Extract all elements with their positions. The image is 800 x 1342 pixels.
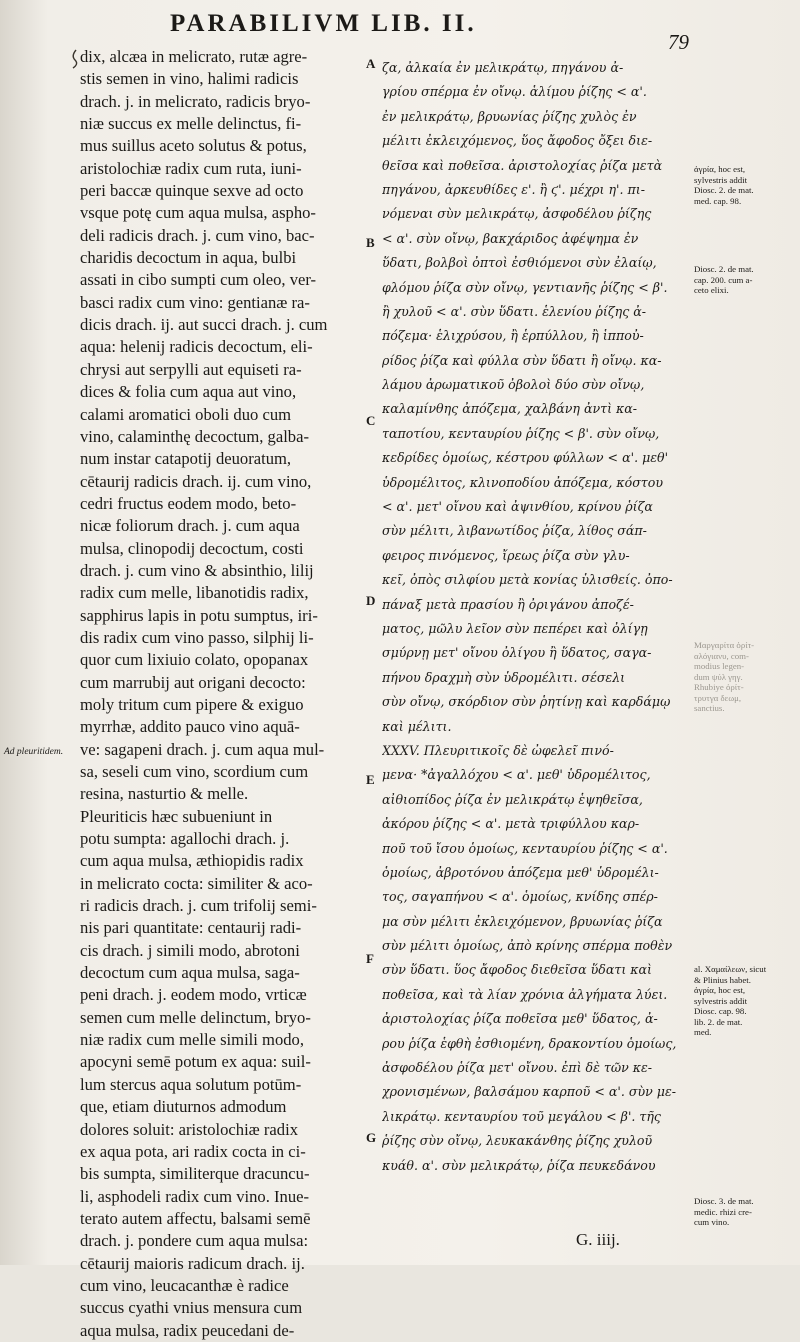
- greek-text-line: ὕδατι, βολβοὶ ὀπτοὶ ἐσθιόμενοι σὺν ἐλαίῳ,: [382, 255, 657, 271]
- right-marginal-note: [694, 640, 798, 714]
- latin-text-line: ve: sagapeni drach. j. cum aqua mul-: [80, 739, 325, 759]
- latin-text-line: deli radicis drach. j. cum vino, bac-: [80, 225, 315, 245]
- latin-text-line: que, etiam diuturnos admodum: [80, 1097, 287, 1117]
- latin-text-line: in melicrato cocta: similiter & aco-: [80, 873, 313, 893]
- marginal-note-line: & Plinius habet.: [694, 974, 751, 985]
- latin-text-line: ri radicis drach. j. cum trifolij semi-: [80, 896, 317, 916]
- latin-column: [80, 46, 365, 1342]
- latin-text-line: cētaurij radicis drach. ij. cum vino,: [80, 471, 312, 491]
- greek-text-line: ποθεῖσα, καὶ τὰ λίαν χρόνια ἀλγήματα λύει.: [382, 986, 668, 1002]
- greek-text-line: μέλιτι ἐκλειχόμενος, ὕος ἄφοδος ὄξει διε-: [382, 133, 653, 149]
- latin-text-line: resina, nasturtio & melle.: [80, 784, 249, 804]
- marginal-note-line: Diosc. cap. 98.: [694, 1006, 747, 1016]
- latin-text-line: cis drach. j simili modo, abrotoni: [80, 940, 300, 960]
- latin-text-line: cum vino, leucacanthæ è radice: [80, 1275, 289, 1295]
- greek-text-line: χρονισμένων, βαλσάμου καρποῦ < α'. σὺν με-: [382, 1084, 676, 1100]
- greek-text-line: ἢ χυλοῦ < α'. σὺν ὕδατι. ἑλενίου ῥίζης ἀ-: [382, 303, 647, 319]
- latin-text-line: cedri fructus eodem modo, beto-: [80, 493, 297, 513]
- marginal-note-line: sanctius.: [694, 703, 725, 713]
- running-title: PARABILIVM LIB. II.: [170, 10, 477, 37]
- greek-text-line: ῥίζης σὺν οἴνῳ, λευκακάνθης ῥίζης χυλοῦ: [382, 1133, 653, 1149]
- latin-text-line: dices & folia cum aqua aut vino,: [80, 382, 297, 402]
- greek-text-line: γρίου σπέρμα ἐν οἴνῳ. ἁλίμου ῥίζης < α'.: [382, 84, 647, 100]
- marginal-note-line: ἀγρία, hoc est,: [694, 985, 746, 995]
- marginal-note-line: al. Χαμαίλεων, sicut: [694, 964, 767, 974]
- greek-text-line: πάναξ μετὰ πρασίου ἢ ὀριγάνου ἀποζέ-: [382, 596, 634, 612]
- latin-text-line: peri baccæ quinque sexve ad octo: [80, 181, 304, 201]
- latin-text-line: dix, alcæa in melicrato, rutæ agre-: [80, 47, 308, 66]
- latin-text-line: cum marrubij aut origani decocto:: [80, 672, 306, 692]
- margin-letter-g: G: [366, 1130, 377, 1145]
- margin-letter-d: D: [366, 593, 376, 608]
- marginal-note-line: cum vino.: [694, 1217, 730, 1227]
- greek-text-line: φειρος πινόμενος, ἴρεως ῥίζα σὺν γλυ-: [382, 547, 630, 563]
- latin-text-line: assati in cibo sumpti cum oleo, ver-: [80, 270, 317, 290]
- latin-text-line: terato autem affectu, balsami semē: [80, 1208, 311, 1228]
- right-marginal-note: [694, 264, 798, 296]
- latin-text-line: drach. j. pondere cum aqua mulsa:: [80, 1231, 309, 1251]
- latin-text-line: dis radix cum vino passo, silphij li-: [80, 627, 314, 647]
- greek-text-line: σμύρνῃ μετ' οἴνου ὀλίγου ἢ ὕδατος, σαγα-: [382, 645, 652, 661]
- latin-text-line: dolores soluit: aristolochiæ radix: [80, 1119, 298, 1139]
- latin-text-line: aristolochiæ radix cum ruta, iuni-: [80, 158, 302, 178]
- signature-mark: G. iiij.: [576, 1230, 620, 1249]
- greek-text-line: σὺν μέλιτι, λιβανωτίδος ῥίζα, λίθος σάπ-: [382, 523, 647, 539]
- latin-text-line: vsque potę cum aqua mulsa, aspho-: [80, 203, 316, 223]
- greek-text-line: μα σὺν μέλιτι ἐκλειχόμενον, βρυωνίας ῥίζα: [382, 913, 663, 929]
- greek-text-line: καλαμίνθης ἀπόζεμα, χαλβάνη ἀντὶ κα-: [382, 401, 638, 417]
- greek-column: [382, 56, 687, 1178]
- greek-text-line: ἀσφοδέλου ῥίζα μετ' οἴνου. ἐπὶ δὲ τῶν κε-: [382, 1060, 653, 1076]
- latin-text-line: niæ succus ex melle delinctus, fi-: [80, 114, 302, 134]
- margin-letter-c: C: [366, 413, 376, 428]
- greek-text-line: πόζεμα· ἑλιχρύσου, ἢ ἑρπύλλου, ἢ ἱπποὐ-: [382, 328, 644, 344]
- greek-text-line: ἀκόρου ῥίζης < α'. μετὰ τριφύλλου καρ-: [382, 816, 640, 832]
- greek-text-line: μενα· *ἀγαλλόχου < α'. μεθ' ὑδρομέλιτος,: [382, 767, 651, 783]
- greek-text-line: ρου ῥίζα ἑφθὴ ἐσθιομένη, δρακοντίου ὁμοίως,: [382, 1035, 677, 1051]
- marginal-note-line: dum ψύλ γηγ.: [694, 671, 743, 682]
- latin-text-line: potu sumpta: agallochi drach. j.: [80, 829, 290, 849]
- latin-text-line: basci radix cum vino: gentianæ ra-: [80, 292, 310, 312]
- right-marginal-note: [694, 164, 798, 206]
- greek-text-line: σὺν μέλιτι ὁμοίως, ἀπὸ κρίνης σπέρμα ποθὲν: [382, 938, 673, 954]
- drop-ornament: [70, 48, 80, 70]
- latin-text-line: niæ radix cum melle simili modo,: [80, 1030, 304, 1050]
- latin-text-line: quor cum lixiuio colato, opopanax: [80, 650, 309, 670]
- latin-text-line: sa, seseli cum vino, scordium cum: [80, 762, 309, 781]
- greek-text-line: ρίδος ῥίζα καὶ φύλλα σὺν ὕδατι ἢ οἴνῳ. κα-: [382, 352, 662, 368]
- marginal-note-line: cap. 200. cum a-: [694, 274, 753, 285]
- marginal-note-line: sylvestris addit: [694, 995, 748, 1006]
- latin-text-line: ex aqua pota, ari radix cocta in ci-: [80, 1141, 306, 1161]
- marginal-note-line: τρυτγα δεωμ,: [694, 692, 742, 703]
- latin-text-line: calami aromatici oboli duo cum: [80, 404, 292, 424]
- marginal-note-line: Diosc. 2. de mat.: [694, 185, 754, 195]
- greek-text-line: λικράτῳ. κενταυρίου τοῦ μεγάλου < β'. τῆς: [382, 1108, 661, 1124]
- greek-text-line: νόμεναι σὺν μελικράτῳ, ἀσφοδέλου ῥίζης: [382, 206, 652, 222]
- greek-text-line: < α'. σὺν οἴνῳ, βακχάριδος ἀφέψημα ἐν: [382, 230, 639, 246]
- marginal-note-line: Diosc. 2. de mat.: [694, 264, 754, 274]
- marginal-note-line: med. cap. 98.: [694, 195, 742, 206]
- marginal-note-line: Diosc. 3. de mat.: [694, 1196, 754, 1206]
- right-marginal-note: [694, 1196, 798, 1228]
- latin-text-line: mus suillus aceto solutus & potus,: [80, 136, 307, 156]
- greek-text-line: σὺν ὕδατι. ὕος ἄφοδος διεθεῖσα ὕδατι καὶ: [382, 962, 652, 978]
- latin-text-line: radix cum melle, libanotidis radix,: [80, 583, 309, 603]
- latin-text-line: nicæ foliorum drach. j. cum aqua: [80, 516, 300, 536]
- latin-text-line: succus cyathi vnius mensura cum: [80, 1298, 303, 1318]
- latin-text-line: drach. j. cum vino & absinthio, lilij: [80, 560, 314, 580]
- greek-text-line: < α'. μετ' οἴνου καὶ ἀψινθίου, κρίνου ῥίζα: [382, 499, 653, 515]
- latin-text-line: num instar catapotij deuoratum,: [80, 449, 292, 469]
- greek-text-line: αἰθιοπίδος ῥίζα ἐν μελικράτῳ ἑψηθεῖσα,: [382, 791, 643, 807]
- latin-text-line: moly tritum cum pipere & exiguo: [80, 694, 304, 714]
- greek-text-line: σὺν οἴνῳ, σκόρδιον σὺν ῥητίνῃ καὶ καρδάμῳ: [382, 694, 671, 710]
- latin-text-line: Pleuriticis hæc subueniunt in: [80, 806, 273, 826]
- page-number: 79: [668, 30, 689, 54]
- greek-text-line: ὁμοίως, ἀβροτόνου ἀπόζεμα μεθ' ὑδρομέλι-: [382, 864, 659, 880]
- latin-text-line: cētaurij maioris radicum drach. ij.: [80, 1253, 305, 1273]
- greek-text-line: κεδρίδες ὁμοίως, κέστρου φύλλων < α'. μεθ': [382, 450, 669, 466]
- greek-text-line: τος, σαγαπήνου < α'. ὁμοίως, κνίδης σπέρ-: [382, 889, 658, 905]
- margin-letter-f: F: [366, 951, 374, 966]
- margin-letter-a: A: [366, 56, 376, 71]
- latin-text-line: charidis decoctum in aqua, bulbi: [80, 248, 297, 268]
- marginal-note-line: medic. rhizi cre-: [694, 1206, 752, 1217]
- latin-text-line: cum aqua mulsa, æthiopidis radix: [80, 851, 304, 871]
- latin-text-line: dicis drach. ij. aut succi drach. j. cum: [80, 315, 328, 335]
- latin-text-line: nis pari quantitate: centaurij radi-: [80, 918, 302, 938]
- right-marginal-note: [694, 964, 798, 1038]
- left-marginal-note: Ad pleuritidem.: [4, 747, 64, 757]
- greek-text-line: ποῦ τοῦ ἴσου ὁμοίως, κενταυρίου ῥίζης < α'.: [382, 840, 668, 856]
- margin-letter-b: B: [366, 235, 375, 250]
- greek-text-line: ὑδρομέλιτος, κλινοποδίου ἀπόζεμα, κόστου: [382, 474, 664, 490]
- marginal-note-line: αλόγιανυ, com-: [694, 650, 749, 661]
- latin-text-line: aqua: helenij radicis decoctum, eli-: [80, 337, 313, 357]
- greek-text-line: ἀριστολοχίας ῥίζα ποθεῖσα μεθ' ὕδατος, ἀ-: [382, 1011, 658, 1027]
- latin-text-line: drach. j. in melicrato, radicis bryo-: [80, 91, 311, 111]
- greek-text-line: φλόμου ῥίζα σὺν οἴνῳ, γεντιανῆς ῥίζης < β'.: [382, 279, 668, 295]
- latin-text-line: decoctum cum aqua mulsa, saga-: [80, 963, 300, 983]
- marginal-note-line: sylvestris addit: [694, 174, 748, 185]
- greek-text-line: ζα, ἀλκαία ἐν μελικράτῳ, πηγάνου ἀ-: [382, 60, 624, 75]
- greek-text-line: ματος, μῶλυ λεῖον σὺν πεπέρει καὶ ὀλίγῃ: [382, 620, 648, 636]
- latin-text-line: apocyni semē potum ex aqua: suil-: [80, 1052, 311, 1072]
- latin-text-line: sapphirus lapis in potu sumptus, iri-: [80, 605, 318, 625]
- greek-text-line: ἐν μελικράτῳ, βρυωνίας ῥίζης χυλὸς ἐν: [382, 108, 637, 124]
- latin-text-line: chrysi aut serpylli aut equiseti ra-: [80, 359, 302, 379]
- latin-text-line: myrrhæ, addito pauco vino aquā-: [80, 717, 300, 737]
- greek-text-line: λάμου ἀρωματικοῦ ὀβολοὶ δύο σὺν οἴνῳ,: [382, 377, 645, 393]
- latin-text-line: vino, calaminthę decoctum, galba-: [80, 426, 309, 446]
- marginal-note-line: Rhubiye ὀρίτ-: [694, 682, 744, 692]
- margin-letter-e: E: [366, 772, 375, 787]
- greek-text-line: ταποτίου, κενταυρίου ῥίζης < β'. σὺν οἴνῳ,: [382, 425, 660, 441]
- latin-text-line: li, asphodeli radix cum vino. Inue-: [80, 1186, 310, 1206]
- marginal-note-line: Μαργαρίτα ὀρίτ-: [694, 640, 755, 650]
- latin-text-line: aqua mulsa, radix peucedani de-: [80, 1320, 295, 1340]
- marginal-note-line: ἀγρία, hoc est,: [694, 164, 746, 174]
- marginal-note-line: med.: [694, 1027, 712, 1037]
- greek-text-line: πήνου δραχμὴ σὺν ὑδρομέλιτι. σέσελι: [382, 669, 626, 685]
- latin-text-line: stis semen in vino, halimi radicis: [80, 69, 299, 89]
- marginal-note-line: ceto elixi.: [694, 285, 729, 295]
- greek-text-line: κεῖ, ὀπὸς σιλφίου μετὰ κονίας ὑλισθείς. ὀπο-: [382, 572, 673, 588]
- marginal-note-line: modius legen-: [694, 661, 745, 671]
- greek-text-line: καὶ μέλιτι.: [382, 718, 452, 734]
- latin-text-line: peni drach. j. eodem modo, vrticæ: [80, 985, 307, 1005]
- latin-text-line: semen cum melle delinctum, bryo-: [80, 1007, 311, 1027]
- latin-text-line: lum stercus aqua solutum potūm-: [80, 1074, 302, 1094]
- marginal-note-line: lib. 2. de mat.: [694, 1016, 743, 1027]
- greek-text-line: πηγάνου, ἀρκευθίδες ε'. ἢ ϛ'. μέχρι η'. πι-: [382, 181, 645, 197]
- greek-text-line: κυάθ. α'. σὺν μελικράτῳ, ῥίζα πευκεδάνου: [382, 1157, 656, 1173]
- greek-text-line: ΧΧΧV. Πλευριτικοῖς δὲ ὠφελεῖ πινό-: [382, 742, 614, 758]
- latin-text-line: mulsa, clinopodij decoctum, costi: [80, 538, 304, 558]
- greek-text-line: θεῖσα καὶ ποθεῖσα. ἀριστολοχίας ῥίζα μετὰ: [382, 157, 663, 173]
- latin-text-line: bis sumpta, similiterque dracuncu-: [80, 1164, 310, 1184]
